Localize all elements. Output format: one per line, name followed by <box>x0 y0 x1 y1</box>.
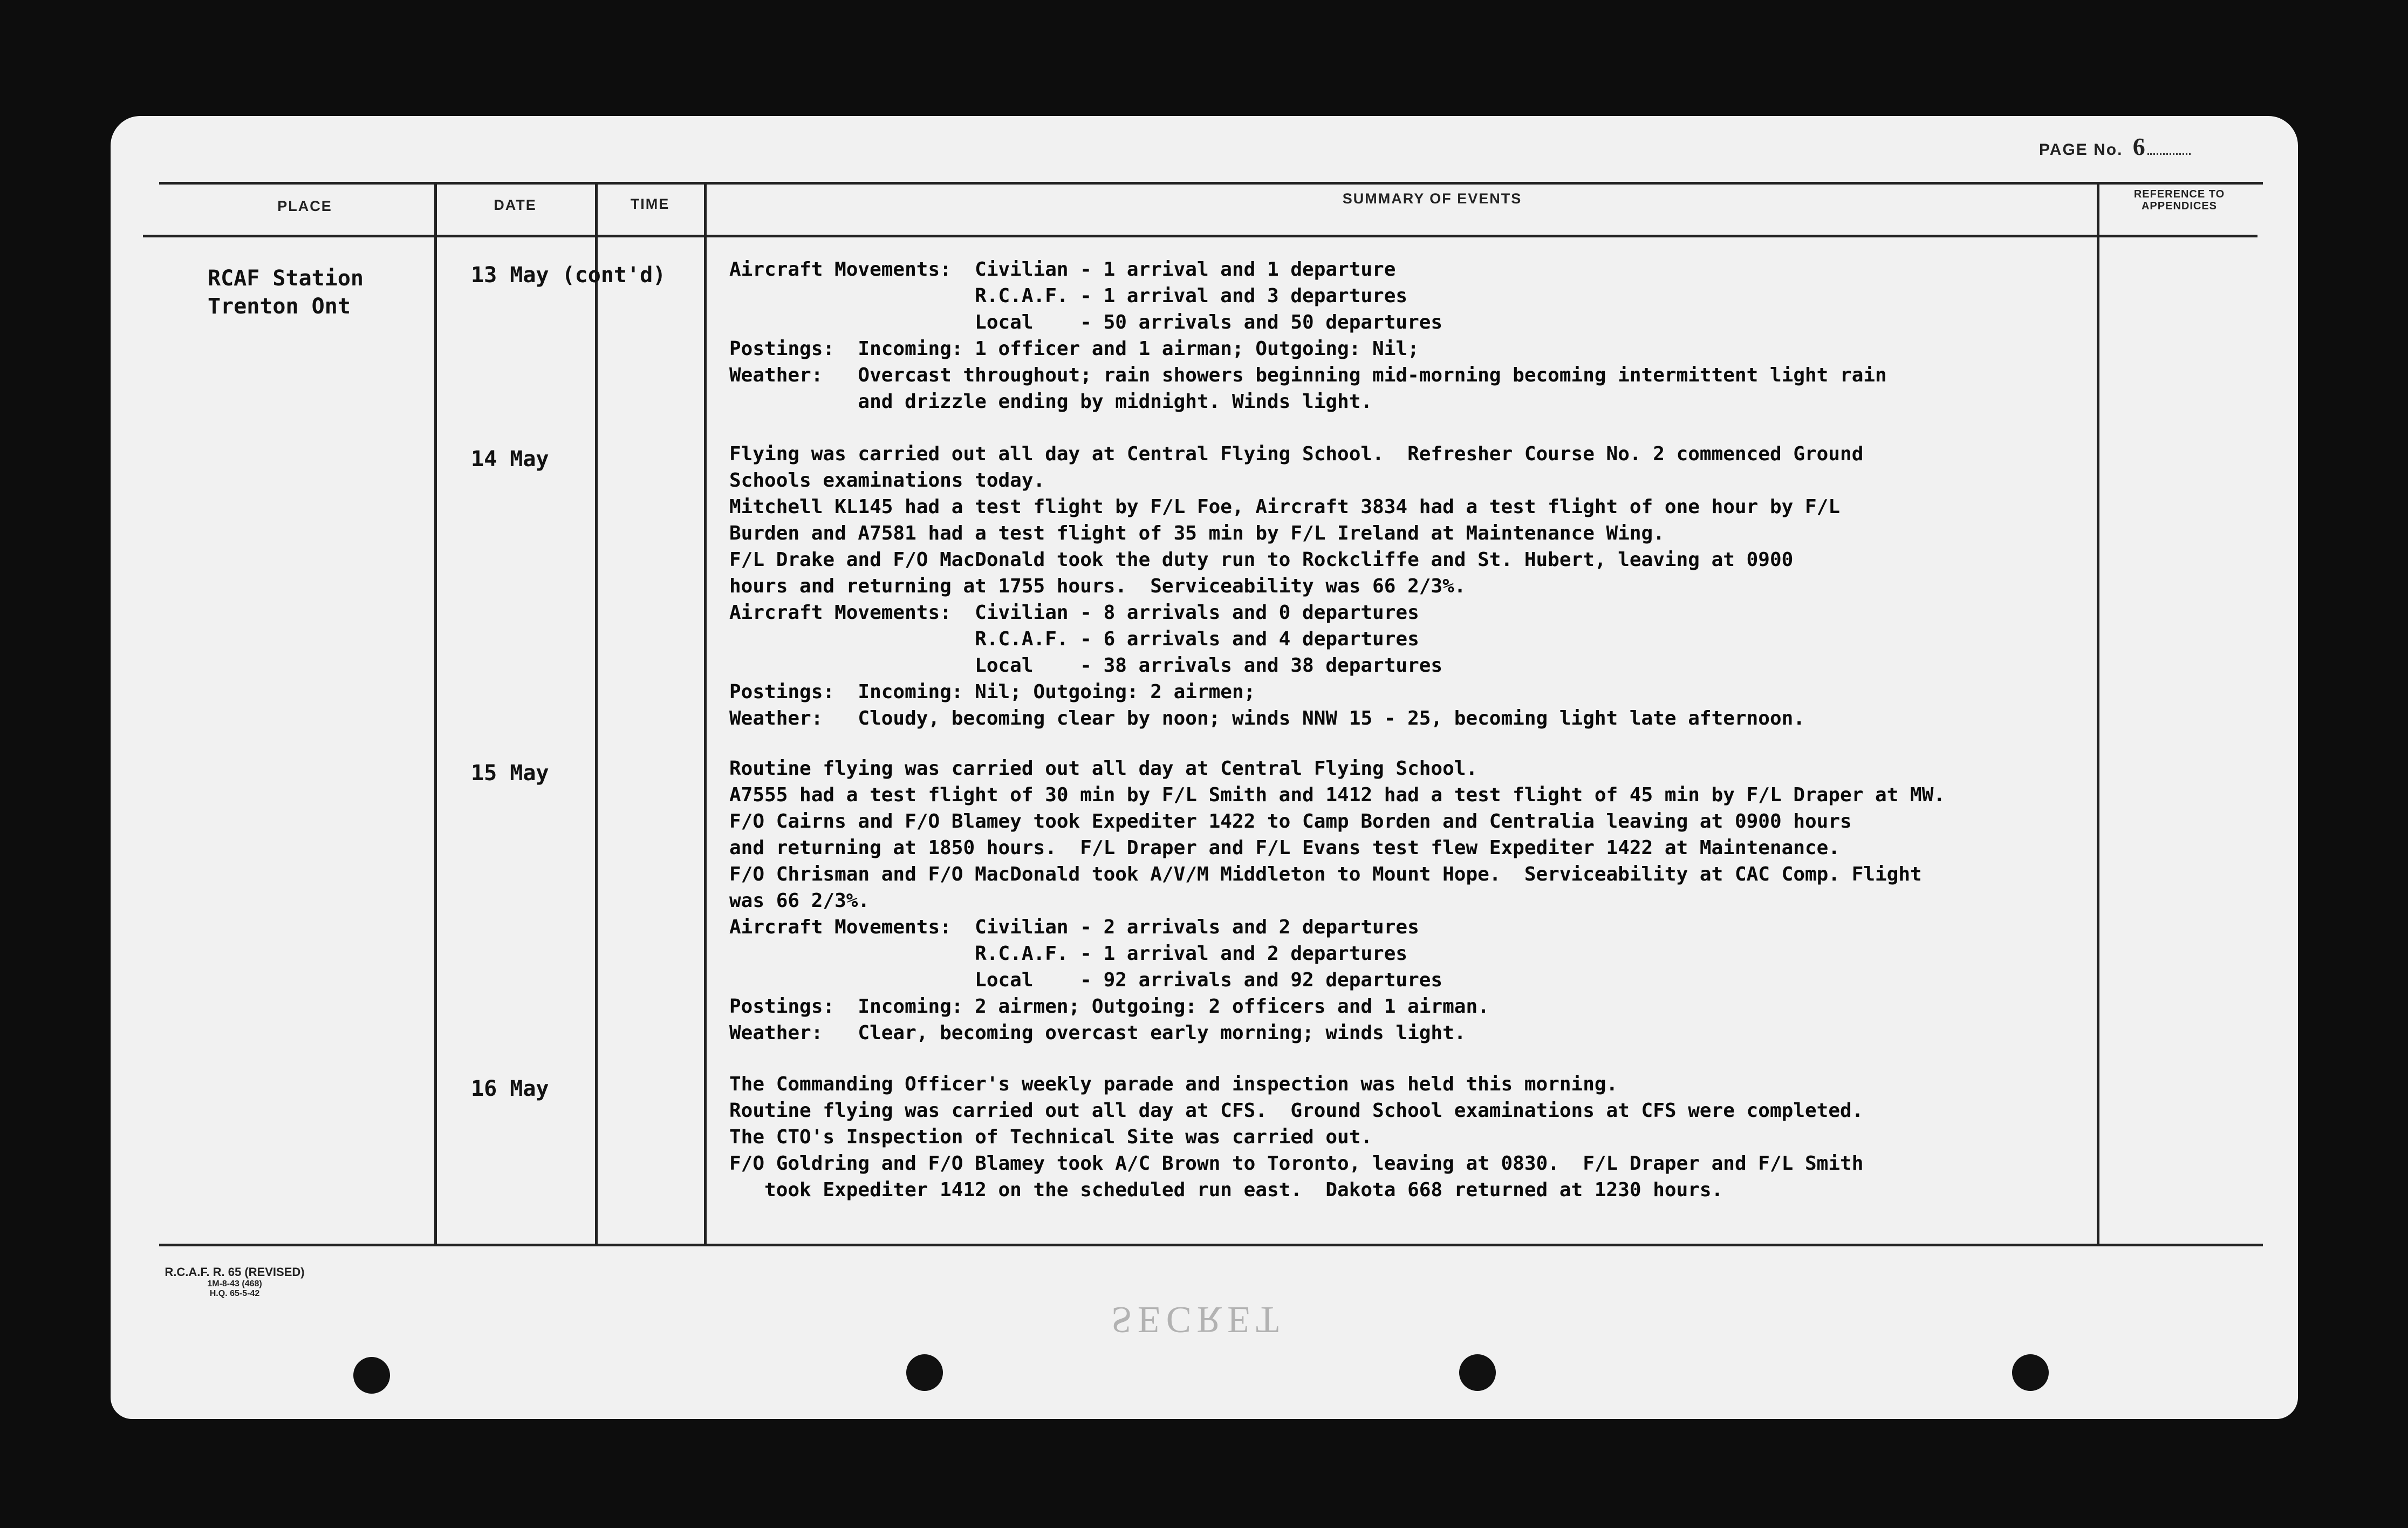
summary-line: Weather: Cloudy, becoming clear by noon; winds NNW 15 - 25, becoming light late afternoon. <box>729 707 1805 729</box>
summary-line: Postings: Incoming: 1 officer and 1 airman; Outgoing: Nil; <box>729 338 1419 360</box>
summary-entry-13-may <box>729 256 2224 415</box>
entry-date-13-may: 13 May (cont'd) <box>471 263 666 288</box>
summary-line: R.C.A.F. - 1 arrival and 2 departures <box>729 943 1408 965</box>
summary-line: Local - 50 arrivals and 50 departures <box>729 311 1443 333</box>
summary-line: took Expediter 1412 on the scheduled run east. Dakota 668 returned at 1230 hours. <box>729 1179 1723 1201</box>
page-number <box>2039 132 2191 161</box>
header-bottom-rule <box>143 235 2258 237</box>
summary-line: A7555 had a test flight of 30 min by F/L Smith and 1412 had a test flight of 45 min by F/L Draper at MW. <box>729 784 1946 806</box>
summary-line: Routine flying was carried out all day at Central Flying School. <box>729 758 1478 780</box>
summary-line: Weather: Overcast throughout; rain showers beginning mid-morning becoming intermittent light rain <box>729 364 1887 386</box>
column-rule-place <box>434 182 437 1245</box>
summary-line: Postings: Incoming: Nil; Outgoing: 2 airmen; <box>729 681 1256 703</box>
summary-line: F/O Goldring and F/O Blamey took A/C Brown to Toronto, leaving at 0830. F/L Draper and F/L Smith <box>729 1152 1864 1175</box>
secret-stamp-mirrored: SECRET <box>1111 1299 1284 1340</box>
summary-line: F/L Drake and F/O MacDonald took the duty run to Rockcliffe and St. Hubert, leaving at 0900 <box>729 549 1794 571</box>
table-bottom-rule <box>159 1244 2263 1246</box>
summary-line: R.C.A.F. - 1 arrival and 3 departures <box>729 285 1408 307</box>
summary-line: The CTO's Inspection of Technical Site was carried out. <box>729 1126 1373 1148</box>
summary-entry-15-may <box>729 755 2224 1046</box>
punch-hole <box>2012 1354 2049 1391</box>
table-top-rule <box>159 182 2263 185</box>
entry-date-16-may: 16 May <box>471 1076 549 1101</box>
place-line-2: Trenton Ont <box>208 294 351 319</box>
summary-line: and returning at 1850 hours. F/L Draper and F/L Evans test flew Expediter 1422 at Maintenance. <box>729 837 1841 859</box>
summary-line: Aircraft Movements: Civilian - 2 arrivals and 2 departures <box>729 916 1419 938</box>
summary-line: and drizzle ending by midnight. Winds light. <box>729 391 1373 413</box>
column-header-time: TIME <box>630 196 670 212</box>
place-cell <box>208 264 423 320</box>
column-header-place: PLACE <box>277 198 332 214</box>
page-number-dots <box>2147 153 2191 155</box>
entry-date-14-may: 14 May <box>471 447 549 472</box>
column-header-date: DATE <box>494 197 537 213</box>
page-number-value: 6 <box>2132 133 2146 160</box>
page-number-label: PAGE No. <box>2039 141 2123 159</box>
summary-line: Weather: Clear, becoming overcast early morning; winds light. <box>729 1022 1466 1044</box>
summary-line: was 66 2/3%. <box>729 890 870 912</box>
summary-line: Postings: Incoming: 2 airmen; Outgoing: 2 officers and 1 airman. <box>729 995 1489 1018</box>
summary-line: Burden and A7581 had a test flight of 35 min by F/L Ireland at Maintenance Wing. <box>729 522 1665 544</box>
column-rule-time <box>704 182 707 1245</box>
summary-line: hours and returning at 1755 hours. Serviceability was 66 2/3%. <box>729 575 1466 597</box>
summary-line: Mitchell KL145 had a test flight by F/L Foe, Aircraft 3834 had a test flight of one hour by F/L <box>729 496 1841 518</box>
summary-line: Local - 38 arrivals and 38 departures <box>729 654 1443 677</box>
summary-entry-14-may <box>729 441 2224 732</box>
column-header-reference: REFERENCE TO APPENDICES <box>2133 188 2225 212</box>
place-line-1: RCAF Station <box>208 266 364 291</box>
summary-line: F/O Chrisman and F/O MacDonald took A/V/M Middleton to Mount Hope. Serviceability at CAC Comp. Flight <box>729 863 1922 885</box>
entry-date-15-may: 15 May <box>471 761 549 786</box>
summary-line: Aircraft Movements: Civilian - 8 arrivals and 0 departures <box>729 602 1419 624</box>
summary-line: Local - 92 arrivals and 92 departures <box>729 969 1443 991</box>
summary-line: Flying was carried out all day at Central Flying School. Refresher Course No. 2 commenced Ground <box>729 443 1864 465</box>
punch-hole <box>353 1357 390 1394</box>
column-header-summary: SUMMARY OF EVENTS <box>1342 190 1522 207</box>
column-rule-date <box>595 182 598 1245</box>
punch-hole <box>906 1354 943 1391</box>
form-number-code-1: 1M-8-43 (468) <box>207 1279 262 1288</box>
form-number <box>165 1265 305 1299</box>
summary-line: Schools examinations today. <box>729 469 1045 492</box>
form-number-code-2: H.Q. 65-5-42 <box>209 1289 260 1298</box>
summary-line: Aircraft Movements: Civilian - 1 arrival and 1 departure <box>729 258 1396 281</box>
summary-line: F/O Cairns and F/O Blamey took Expediter 1422 to Camp Borden and Centralia leaving at 0900 hours <box>729 810 1852 833</box>
summary-line: Routine flying was carried out all day at CFS. Ground School examinations at CFS were completed. <box>729 1100 1864 1122</box>
form-sheet <box>111 116 2298 1419</box>
summary-line: R.C.A.F. - 6 arrivals and 4 departures <box>729 628 1419 650</box>
form-number-title: R.C.A.F. R. 65 (REVISED) <box>165 1265 305 1279</box>
summary-line: The Commanding Officer's weekly parade and inspection was held this morning. <box>729 1073 1618 1095</box>
summary-entry-16-may <box>729 1071 2224 1203</box>
punch-hole <box>1459 1354 1496 1391</box>
